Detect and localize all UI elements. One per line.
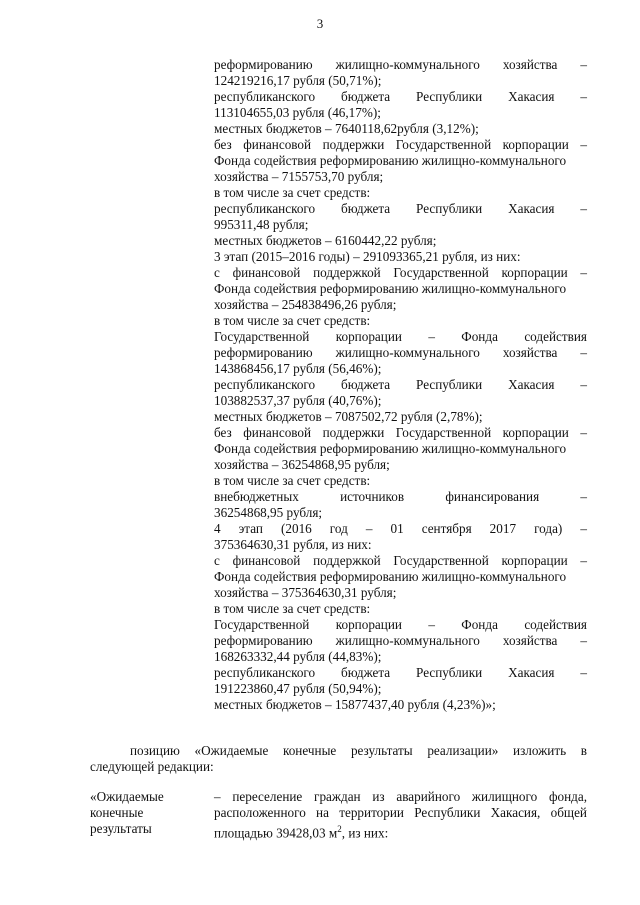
text-line — [214, 329, 587, 345]
text-line — [214, 297, 587, 313]
word: Хакасия — [508, 89, 555, 104]
text-line — [214, 489, 587, 505]
superscript: 2 — [337, 824, 342, 834]
word: Фонда — [461, 617, 498, 632]
word: содействия — [524, 329, 587, 344]
text-line — [214, 665, 587, 681]
funding-breakdown-column — [214, 57, 587, 713]
word: расположенного — [214, 805, 306, 820]
word: Республики — [416, 665, 483, 680]
word: корпорации — [335, 329, 402, 344]
word: республиканского — [214, 665, 316, 680]
word: реформированию — [214, 57, 313, 72]
results-description — [214, 789, 587, 841]
word: – — [580, 489, 587, 504]
text-line — [214, 601, 587, 617]
line-text: 113104655,03 рубля (46,17%); — [214, 105, 381, 120]
label-line: «Ожидаемые — [90, 789, 164, 804]
word: в — [580, 743, 587, 758]
text-line — [214, 281, 587, 297]
line-text: хозяйства – 7155753,70 рубля; — [214, 169, 384, 184]
text-line — [214, 233, 587, 249]
text-line — [214, 73, 587, 89]
word: 01 — [390, 521, 404, 536]
text-line — [214, 105, 587, 121]
word: без — [214, 137, 232, 152]
line-text: 143868456,17 рубля (56,46%); — [214, 361, 382, 376]
word: 4 — [214, 521, 221, 536]
word: поддержки — [322, 425, 385, 440]
word: корпорации — [502, 425, 569, 440]
word: – — [580, 201, 587, 216]
word: бюджета — [340, 665, 391, 680]
word: Государственной — [393, 265, 489, 280]
text-line — [214, 137, 587, 153]
word: – — [580, 57, 587, 72]
word: реформированию — [214, 345, 313, 360]
line-text: 191223860,47 рубля (50,94%); — [214, 681, 382, 696]
word: Фонда — [461, 329, 498, 344]
word: год — [329, 521, 348, 536]
text-line — [214, 89, 587, 105]
text-line — [214, 185, 587, 201]
word: хозяйства — [502, 633, 558, 648]
text-line — [214, 121, 587, 137]
word: поддержкой — [313, 265, 381, 280]
word: хозяйства — [502, 345, 558, 360]
word: Хакасия — [508, 377, 555, 392]
position-paragraph — [90, 743, 587, 775]
word: – — [580, 377, 587, 392]
word: Государственной — [214, 617, 310, 632]
word: изложить — [513, 743, 567, 758]
text-line — [214, 345, 587, 361]
text-line — [214, 821, 587, 841]
text-line — [214, 537, 587, 553]
text-line — [214, 457, 587, 473]
line-text: 168263332,44 рубля (44,83%); — [214, 649, 382, 664]
text-line — [214, 57, 587, 73]
word: финансовой — [243, 137, 312, 152]
text-line — [214, 633, 587, 649]
line-text: 375364630,31 рубля, из них: — [214, 537, 372, 552]
line-text: в том числе за счет средств: — [214, 313, 371, 328]
word: (2016 — [280, 521, 312, 536]
word: на — [316, 805, 329, 820]
word: бюджета — [340, 89, 391, 104]
line-tail: , из них: — [341, 825, 389, 841]
word: – — [580, 345, 587, 360]
word: переселение — [232, 789, 303, 804]
text-line — [214, 681, 587, 697]
word: – — [580, 89, 587, 104]
text-line — [214, 249, 587, 265]
word: Республики — [414, 805, 481, 820]
word: Республики — [416, 377, 483, 392]
text-line — [214, 649, 587, 665]
word: – — [365, 521, 373, 536]
line-text: местных бюджетов – 6160442,22 рубля; — [214, 233, 437, 248]
word: финансовой — [232, 265, 301, 280]
word: года) — [534, 521, 563, 536]
line-text: 3 этап (2015–2016 годы) – 291093365,21 рубля, из них: — [214, 249, 521, 264]
line-text: 103882537,37 рубля (40,76%); — [214, 393, 382, 408]
word: «Ожидаемые — [194, 743, 269, 758]
word: жилищно-коммунального — [335, 57, 480, 72]
word: – — [580, 665, 587, 680]
word: финансирования — [445, 489, 540, 504]
line-text: 995311,48 рубля; — [214, 217, 309, 232]
word: корпорации — [501, 265, 568, 280]
line-text: местных бюджетов – 7640118,62рубля (3,12%); — [214, 121, 479, 136]
word: источников — [340, 489, 405, 504]
word: жилищного — [471, 789, 538, 804]
text-line — [214, 265, 587, 281]
word: общей — [550, 805, 587, 820]
word: корпорации — [501, 553, 568, 568]
page-number: 3 — [316, 16, 324, 31]
word: жилищно-коммунального — [335, 345, 480, 360]
text-line — [214, 409, 587, 425]
text-line — [214, 553, 587, 569]
word: корпорации — [502, 137, 569, 152]
line-text: 36254868,95 рубля; — [214, 505, 323, 520]
text-line — [214, 697, 587, 713]
word: – — [580, 265, 587, 280]
text-line — [214, 441, 587, 457]
line-text: Фонда содействия реформированию жилищно-коммунального — [214, 153, 567, 168]
word: хозяйства — [502, 57, 558, 72]
text-line — [214, 617, 587, 633]
text-line — [214, 169, 587, 185]
word: бюджета — [340, 377, 391, 392]
word: территории — [339, 805, 404, 820]
word: поддержкой — [313, 553, 381, 568]
line-text: в том числе за счет средств: — [214, 473, 371, 488]
word: – — [580, 553, 587, 568]
word: граждан — [314, 789, 361, 804]
line-text: площадью 39428,03 м — [214, 825, 338, 841]
text-line — [214, 217, 587, 233]
text-line — [214, 153, 587, 169]
word: финансовой — [243, 425, 312, 440]
word: внебюджетных — [214, 489, 299, 504]
word: позицию — [130, 743, 180, 758]
results-label — [90, 789, 200, 837]
word: – — [428, 617, 435, 632]
word: аварийного — [396, 789, 461, 804]
text-line — [214, 805, 587, 821]
word: бюджета — [340, 201, 391, 216]
word: с — [214, 265, 220, 280]
text-line — [214, 505, 587, 521]
text-line — [214, 361, 587, 377]
text-line — [214, 425, 587, 441]
word: результаты — [350, 743, 413, 758]
word: сентября — [421, 521, 472, 536]
text-line — [214, 789, 587, 805]
text-line — [214, 313, 587, 329]
line-text: местных бюджетов – 15877437,40 рубля (4,23%)»; — [214, 697, 496, 712]
word: конечные — [282, 743, 337, 758]
word: 2017 — [489, 521, 517, 536]
text-line — [214, 473, 587, 489]
line-text: хозяйства – 375364630,31 рубля; — [214, 585, 397, 600]
line-text: хозяйства – 254838496,26 рубля; — [214, 297, 397, 312]
word: реализации» — [427, 743, 499, 758]
word: республиканского — [214, 377, 316, 392]
label-line: конечные — [90, 805, 144, 820]
word: – — [580, 425, 587, 440]
word: Государственной — [393, 553, 489, 568]
word: Хакасия, — [490, 805, 541, 820]
word: республиканского — [214, 89, 316, 104]
word: фонда, — [548, 789, 587, 804]
position-paragraph-first-line — [90, 743, 587, 759]
text-line — [214, 585, 587, 601]
text-line — [214, 393, 587, 409]
text-line — [214, 377, 587, 393]
line-text: 124219216,17 рубля (50,71%); — [214, 73, 382, 88]
line-text: местных бюджетов – 7087502,72 рубля (2,78%); — [214, 409, 483, 424]
word: без — [214, 425, 232, 440]
word: Государственной — [395, 425, 492, 440]
word: Хакасия — [508, 665, 555, 680]
word: с — [214, 553, 220, 568]
word: из — [372, 789, 385, 804]
word: реформированию — [214, 633, 313, 648]
word: – — [214, 789, 221, 804]
word: финансовой — [232, 553, 301, 568]
word: – — [580, 137, 587, 152]
line-text: Фонда содействия реформированию жилищно-коммунального — [214, 281, 567, 296]
line-text: Фонда содействия реформированию жилищно-коммунального — [214, 569, 567, 584]
text-line — [214, 569, 587, 585]
line-text: хозяйства – 36254868,95 рубля; — [214, 457, 390, 472]
word: содействия — [524, 617, 587, 632]
word: поддержки — [322, 137, 385, 152]
word: этап — [238, 521, 263, 536]
line-text: в том числе за счет средств: — [214, 601, 371, 616]
word: – — [428, 329, 435, 344]
word: Хакасия — [508, 201, 555, 216]
word: жилищно-коммунального — [335, 633, 480, 648]
text-line — [214, 201, 587, 217]
word: Государственной — [214, 329, 310, 344]
label-line: результаты — [90, 821, 152, 836]
line-text: в том числе за счет средств: — [214, 185, 371, 200]
word: республиканского — [214, 201, 316, 216]
position-paragraph-second-line: следующей редакции: — [90, 759, 214, 774]
word: – — [580, 521, 587, 536]
word: корпорации — [335, 617, 402, 632]
word: – — [580, 633, 587, 648]
word: Республики — [416, 89, 483, 104]
line-text: Фонда содействия реформированию жилищно-коммунального — [214, 441, 567, 456]
word: Государственной — [395, 137, 492, 152]
word: Республики — [416, 201, 483, 216]
text-line — [214, 521, 587, 537]
